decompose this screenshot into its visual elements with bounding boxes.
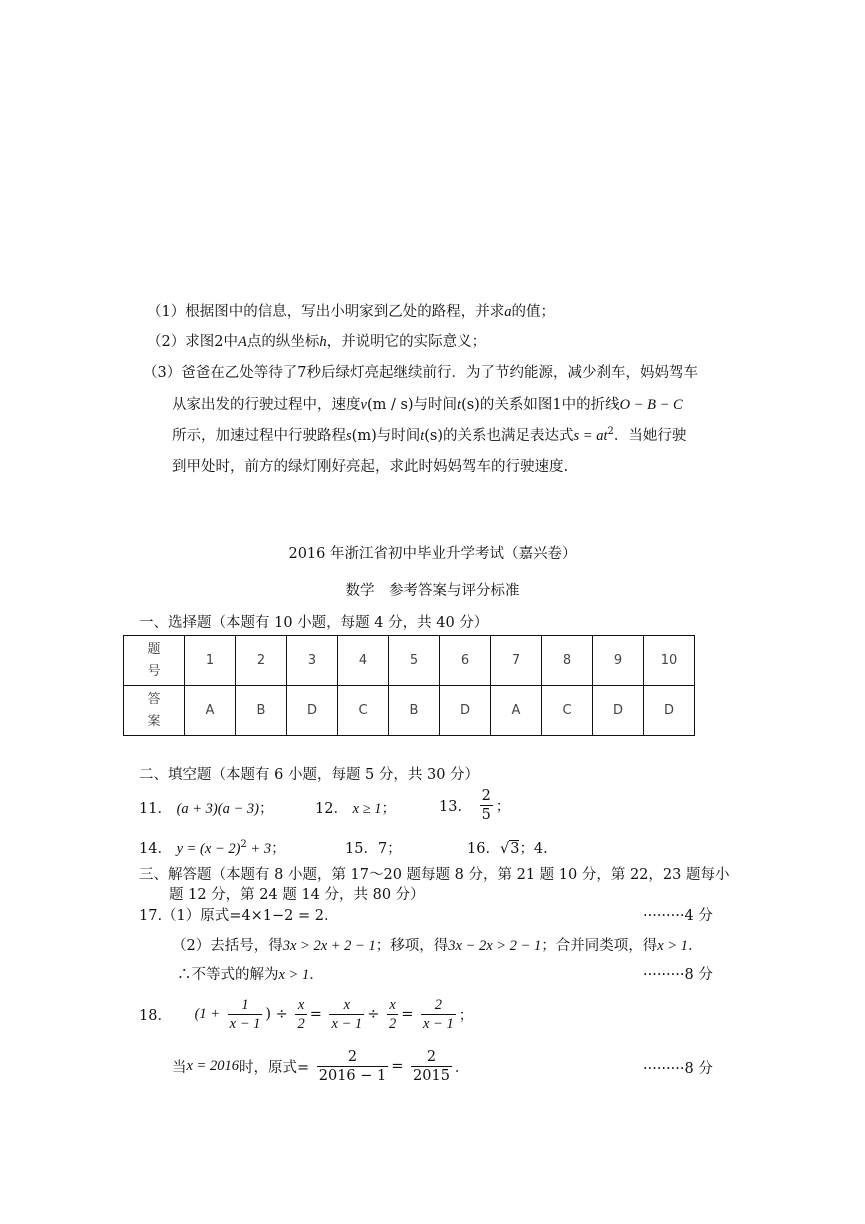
solution-18-evaluate: 当x = 2016时，原式= $\frac{2}{2016 - 1}$ = $\frac{2}{2015}$ ． [172, 1049, 470, 1084]
fill-answer-13: 13． $\frac{2}{5}$ ； [439, 788, 511, 823]
table-cell: A [185, 686, 236, 736]
solution-18-simplify: 18． (1 + $\frac{1}{x - 1}$ ) ÷ $\frac{x}{2}$ = $\frac{x}{x - 1}$ ÷ $\frac{x}{2}$ = $\frac{2}{x - 1}$ ； [139, 997, 474, 1032]
fill-answer-12: 12． x ≥ 1； [315, 801, 396, 817]
question-1: （1）根据图中的信息，写出小明家到乙处的路程，并求a的值； [147, 304, 555, 320]
table-cell: C [338, 686, 389, 736]
score-18: ·········8 分 [643, 1061, 713, 1077]
fraction: $\frac{2}{x - 1}$ [422, 997, 454, 1032]
table-cell: 2 [236, 636, 287, 686]
solution-17-conclusion: ∴不等式的解为x > 1． [177, 967, 324, 983]
section-2-heading: 二、填空题（本题有 6 小题，每题 5 分，共 30 分） [139, 767, 480, 783]
fill-answer-15: 15．7； [345, 841, 402, 857]
table-cell: A [491, 686, 542, 736]
table-cell: 6 [440, 636, 491, 686]
answers-title: 2016 年浙江省初中毕业升学考试（嘉兴卷） [288, 546, 577, 562]
table-cell: B [236, 686, 287, 736]
row-label-answers: 答案 [124, 686, 185, 736]
answers-subtitle: 数学 参考答案与评分标准 [345, 583, 520, 599]
score-17-1: ·········4 分 [643, 908, 713, 924]
table-cell: C [542, 686, 593, 736]
table-cell: 3 [287, 636, 338, 686]
fill-answer-16: 16．√3；4. [467, 841, 548, 857]
choice-answer-table [123, 635, 695, 736]
table-cell: 4 [338, 636, 389, 686]
row-label-numbers: 题号 [124, 636, 185, 686]
question-3-line-1: （3）爸爸在乙处等待了7秒后绿灯亮起继续前行．为了节约能源，减少刹车，妈妈驾车 [143, 365, 698, 381]
fraction: $\frac{x}{2}$ [388, 997, 397, 1032]
fraction: $\frac{x}{x - 1}$ [331, 997, 363, 1032]
table-cell: 9 [593, 636, 644, 686]
table-cell: D [593, 686, 644, 736]
question-2: （2）求图2中A点的纵坐标h，并说明它的实际意义； [147, 334, 487, 350]
question-3-line-4: 到甲处时，前方的绿灯刚好亮起，求此时妈妈驾车的行驶速度. [172, 459, 569, 475]
table-row-choices [124, 686, 695, 736]
solution-17-part-2: （2）去括号，得3x > 2x + 2 − 1；移项，得3x − 2x > 2 − 1；合并同类项，得x > 1． [172, 938, 703, 954]
table-cell: 10 [644, 636, 695, 686]
table-cell: D [287, 686, 338, 736]
section-1-heading: 一、选择题（本题有 10 小题，每题 4 分，共 40 分） [139, 615, 489, 631]
table-cell: 5 [389, 636, 440, 686]
fill-answer-11: 11． (a + 3)(a − 3)； [139, 801, 274, 817]
fill-answer-14: 14． $y = (x - 2)^2 + 3$； [139, 839, 286, 857]
table-cell: D [644, 686, 695, 736]
table-row-numbers [124, 636, 695, 686]
table-cell: 7 [491, 636, 542, 686]
fraction: $\frac{x}{2}$ [297, 997, 305, 1032]
section-3-heading-line-2: 题 12 分，第 24 题 14 分，共 80 分） [169, 887, 425, 903]
solution-17-part-1: 17.（1）原式=4×1−2 = 2． [139, 908, 339, 924]
question-3-line-2: 从家出发的行驶过程中，速度v(m / s)与时间t(s)的关系如图1中的折线O − B − C [172, 397, 683, 413]
score-17-2: ·········8 分 [643, 967, 713, 983]
table-cell: 8 [542, 636, 593, 686]
fraction: $\frac{2}{2015}$ [413, 1049, 450, 1084]
sqrt-icon: √ [499, 841, 510, 857]
table-cell: 1 [185, 636, 236, 686]
section-3-heading-line-1: 三、解答题（本题有 8 小题，第 17～20 题每题 8 分，第 21 题 10 分，第 22，23 题每小 [139, 867, 730, 883]
fraction: $\frac{2}{2016 - 1}$ [318, 1049, 387, 1084]
fraction: $\frac{2}{5}$ [481, 788, 491, 823]
question-3-line-3: 所示，加速过程中行驶路程s(m)与时间t(s)的关系也满足表达式$s = at^2$．当她行驶 [172, 426, 687, 444]
fraction: $\frac{1}{x - 1}$ [229, 997, 261, 1032]
table-cell: B [389, 686, 440, 736]
table-cell: D [440, 686, 491, 736]
